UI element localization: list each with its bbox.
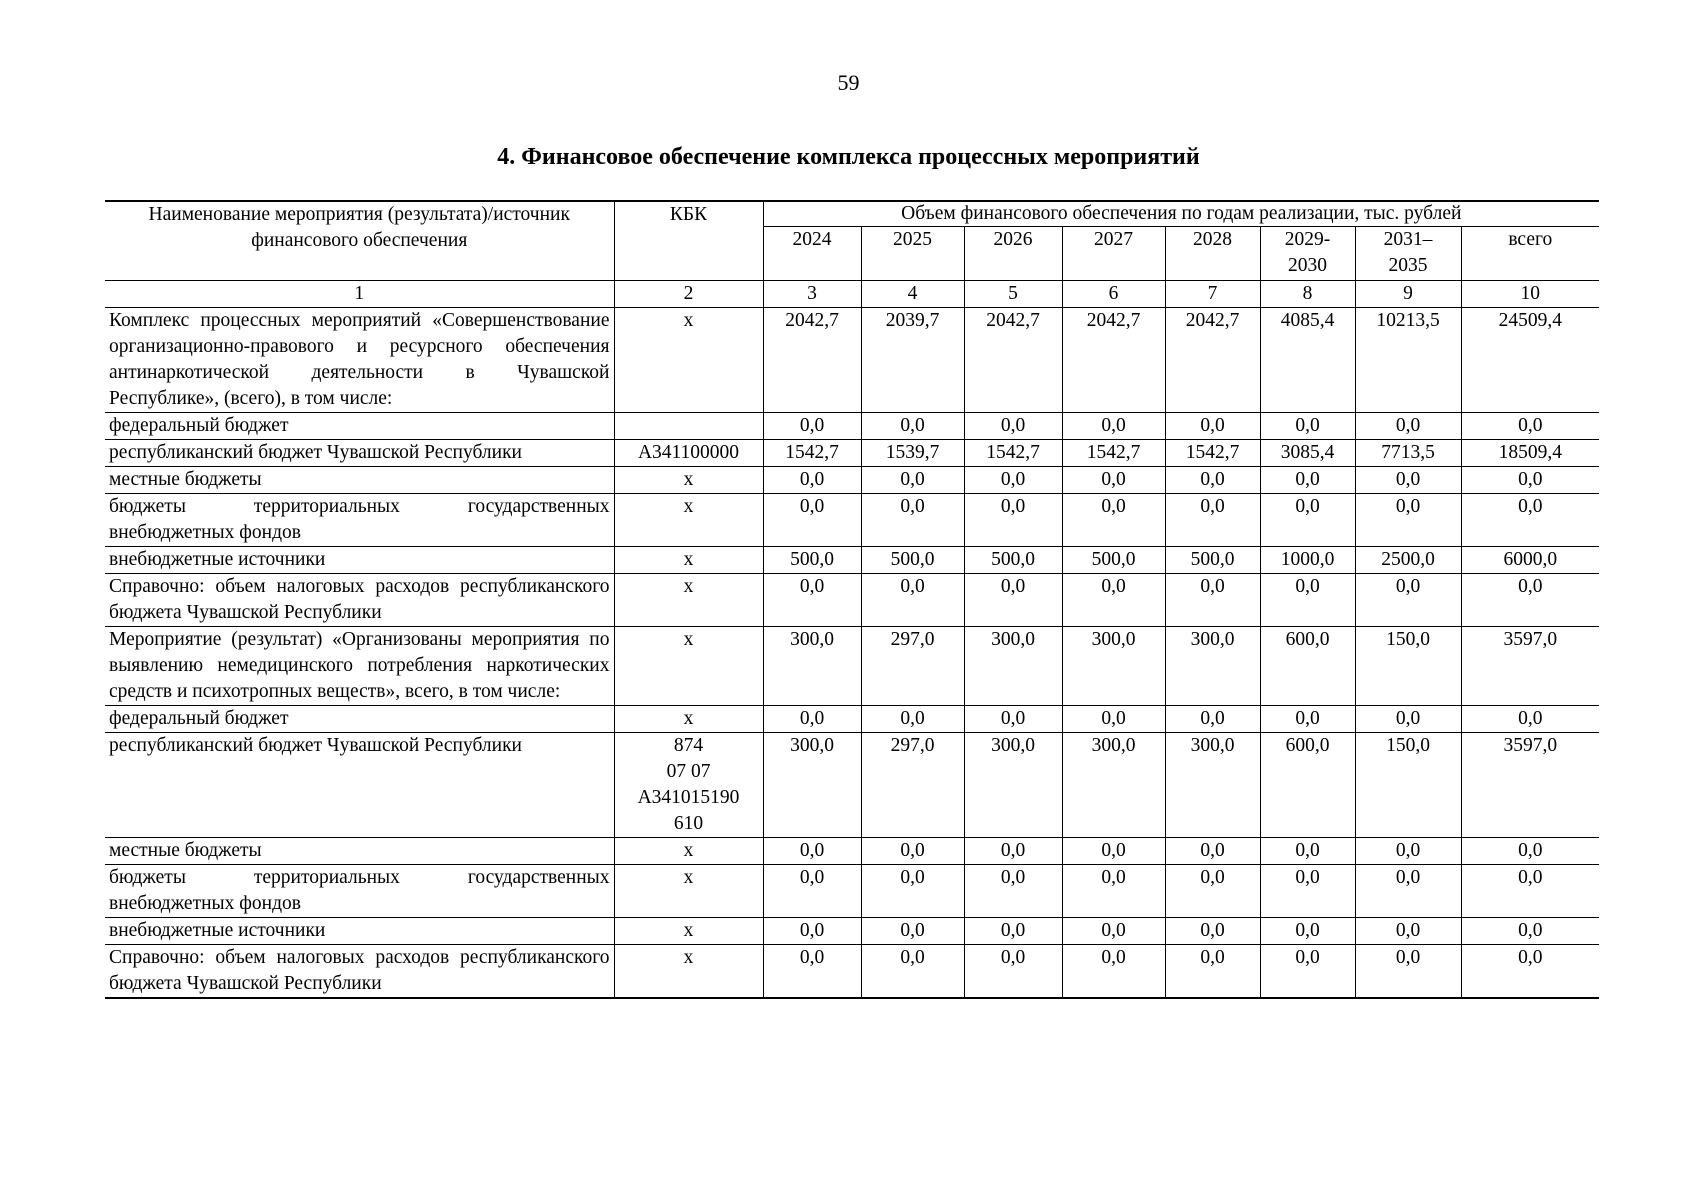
row-name: внебюджетные источники	[105, 918, 614, 945]
row-kbk: x	[614, 467, 763, 494]
row-value: 0,0	[1062, 413, 1165, 440]
row-value: 300,0	[964, 627, 1062, 706]
row-value: 0,0	[964, 706, 1062, 733]
row-value: 1542,7	[1165, 440, 1260, 467]
row-kbk: А341100000	[614, 440, 763, 467]
kbk-line: 874	[673, 735, 704, 756]
kbk-line: 610	[673, 813, 704, 834]
row-value: 300,0	[1165, 627, 1260, 706]
row-kbk: x	[614, 494, 763, 547]
col-number: 1	[105, 281, 614, 308]
row-name: бюджеты территориальных государственных внебюджетных фондов	[105, 494, 614, 547]
row-value: 0,0	[1165, 574, 1260, 627]
row-value: 0,0	[1461, 413, 1599, 440]
page-number: 59	[837, 70, 860, 95]
column-numbers-row	[105, 281, 1599, 308]
row-value: 0,0	[1062, 865, 1165, 918]
row-name: республиканский бюджет Чувашской Республики	[105, 733, 614, 838]
kbk-line: 07 07	[666, 761, 711, 782]
kbk-line: А341015190	[637, 787, 740, 808]
row-value: 0,0	[1165, 706, 1260, 733]
financing-table	[105, 200, 1599, 999]
row-kbk	[614, 733, 763, 838]
row-name: республиканский бюджет Чувашской Республики	[105, 440, 614, 467]
section-title: 4. Финансовое обеспечение комплекса процессных мероприятий	[497, 144, 1200, 170]
row-value: 3085,4	[1260, 440, 1355, 467]
col-number: 2	[614, 281, 763, 308]
row-name: Мероприятие (результат) «Организованы мероприятия по выявлению немедицинского потребления наркотических средств и психотропных веществ», всего, в том числе:	[105, 627, 614, 706]
row-value: 1542,7	[1062, 440, 1165, 467]
row-kbk: x	[614, 865, 763, 918]
row-value: 0,0	[1461, 706, 1599, 733]
row-value: 150,0	[1355, 627, 1461, 706]
row-value: 0,0	[861, 574, 964, 627]
row-value: 0,0	[1062, 838, 1165, 865]
row-value: 2042,7	[964, 308, 1062, 413]
row-value: 24509,4	[1461, 308, 1599, 413]
row-value: 4085,4	[1260, 308, 1355, 413]
row-kbk: x	[614, 308, 763, 413]
row-value: 0,0	[1260, 494, 1355, 547]
table-row	[105, 733, 1599, 838]
row-value: 0,0	[1165, 413, 1260, 440]
row-value: 2042,7	[1062, 308, 1165, 413]
row-value: 600,0	[1260, 627, 1355, 706]
row-value: 0,0	[1355, 945, 1461, 999]
row-value: 0,0	[1461, 865, 1599, 918]
row-value: 0,0	[1165, 838, 1260, 865]
col-number: 10	[1461, 281, 1599, 308]
row-value: 0,0	[964, 838, 1062, 865]
row-value: 0,0	[1355, 413, 1461, 440]
row-name: местные бюджеты	[105, 467, 614, 494]
row-value: 600,0	[1260, 733, 1355, 838]
row-value: 300,0	[1165, 733, 1260, 838]
row-value: 0,0	[861, 467, 964, 494]
row-value: 3597,0	[1461, 733, 1599, 838]
table-row	[105, 547, 1599, 574]
row-value: 297,0	[861, 627, 964, 706]
row-value: 0,0	[861, 865, 964, 918]
header-volume-group: Объем финансового обеспечения по годам реализации, тыс. рублей	[763, 201, 1599, 227]
header-year: 2028	[1165, 227, 1260, 281]
row-value: 7713,5	[1355, 440, 1461, 467]
table-row	[105, 440, 1599, 467]
row-value: 0,0	[1355, 865, 1461, 918]
row-value: 2500,0	[1355, 547, 1461, 574]
row-kbk: x	[614, 706, 763, 733]
table-row	[105, 706, 1599, 733]
table-row	[105, 467, 1599, 494]
header-kbk-column: КБК	[614, 201, 763, 281]
row-value: 0,0	[1165, 494, 1260, 547]
row-kbk: x	[614, 627, 763, 706]
row-value: 0,0	[1062, 945, 1165, 999]
row-value: 0,0	[1062, 467, 1165, 494]
header-year: 2031–2035	[1355, 227, 1461, 281]
row-value: 0,0	[861, 706, 964, 733]
row-value: 0,0	[1260, 865, 1355, 918]
row-value: 500,0	[964, 547, 1062, 574]
row-name: федеральный бюджет	[105, 413, 614, 440]
table-row	[105, 494, 1599, 547]
row-value: 0,0	[1062, 706, 1165, 733]
col-number: 7	[1165, 281, 1260, 308]
row-name: местные бюджеты	[105, 838, 614, 865]
row-value: 300,0	[763, 627, 861, 706]
row-name: Комплекс процессных мероприятий «Совершенствование организационно-правового и ресурсного обеспечения антинаркотической деятельности в Чувашской Республике», (всего), в том числе:	[105, 308, 614, 413]
header-name-column: Наименование мероприятия (результата)/источник финансового обеспечения	[105, 201, 614, 281]
table-row	[105, 918, 1599, 945]
row-kbk: x	[614, 574, 763, 627]
row-value: 0,0	[964, 413, 1062, 440]
row-value: 300,0	[1062, 733, 1165, 838]
row-value: 0,0	[763, 945, 861, 999]
row-kbk: x	[614, 838, 763, 865]
row-value: 0,0	[763, 413, 861, 440]
row-value: 1542,7	[964, 440, 1062, 467]
col-number: 3	[763, 281, 861, 308]
row-value: 500,0	[1165, 547, 1260, 574]
row-value: 0,0	[1062, 494, 1165, 547]
row-value: 0,0	[763, 865, 861, 918]
row-value: 0,0	[964, 574, 1062, 627]
row-value: 0,0	[1461, 945, 1599, 999]
row-value: 0,0	[1260, 918, 1355, 945]
row-value: 0,0	[763, 918, 861, 945]
row-kbk: x	[614, 945, 763, 999]
row-value: 150,0	[1355, 733, 1461, 838]
row-value: 6000,0	[1461, 547, 1599, 574]
row-value: 300,0	[1062, 627, 1165, 706]
row-value: 0,0	[1260, 467, 1355, 494]
col-number: 8	[1260, 281, 1355, 308]
row-value: 0,0	[861, 838, 964, 865]
row-value: 0,0	[1355, 467, 1461, 494]
row-value: 0,0	[763, 467, 861, 494]
row-value: 0,0	[1461, 838, 1599, 865]
row-value: 0,0	[1355, 838, 1461, 865]
row-value: 2042,7	[1165, 308, 1260, 413]
row-value: 0,0	[763, 494, 861, 547]
header-year: 2029-2030	[1260, 227, 1355, 281]
row-value: 0,0	[964, 865, 1062, 918]
table-row	[105, 627, 1599, 706]
table-row	[105, 413, 1599, 440]
row-value: 0,0	[861, 945, 964, 999]
row-value: 0,0	[861, 413, 964, 440]
row-value: 0,0	[763, 838, 861, 865]
row-value: 2039,7	[861, 308, 964, 413]
row-value: 0,0	[1355, 574, 1461, 627]
row-value: 0,0	[964, 945, 1062, 999]
row-value: 0,0	[1260, 838, 1355, 865]
col-number: 9	[1355, 281, 1461, 308]
row-value: 1000,0	[1260, 547, 1355, 574]
row-value: 10213,5	[1355, 308, 1461, 413]
row-value: 0,0	[1062, 918, 1165, 945]
row-name: Справочно: объем налоговых расходов республиканского бюджета Чувашской Республики	[105, 945, 614, 999]
row-value: 0,0	[1165, 918, 1260, 945]
header-year: 2025	[861, 227, 964, 281]
row-value: 0,0	[1260, 413, 1355, 440]
row-value: 2042,7	[763, 308, 861, 413]
row-name: Справочно: объем налоговых расходов республиканского бюджета Чувашской Республики	[105, 574, 614, 627]
row-name: внебюджетные источники	[105, 547, 614, 574]
header-year: 2027	[1062, 227, 1165, 281]
col-number: 6	[1062, 281, 1165, 308]
row-value: 0,0	[964, 918, 1062, 945]
row-value: 500,0	[861, 547, 964, 574]
table-row	[105, 574, 1599, 627]
row-value: 0,0	[1461, 574, 1599, 627]
row-value: 0,0	[1165, 945, 1260, 999]
row-kbk	[614, 413, 763, 440]
row-value: 1542,7	[763, 440, 861, 467]
row-value: 297,0	[861, 733, 964, 838]
table-row	[105, 945, 1599, 999]
row-value: 0,0	[1165, 467, 1260, 494]
col-number: 5	[964, 281, 1062, 308]
row-value: 300,0	[763, 733, 861, 838]
row-name: федеральный бюджет	[105, 706, 614, 733]
row-value: 0,0	[1260, 574, 1355, 627]
row-value: 0,0	[1355, 706, 1461, 733]
row-value: 300,0	[964, 733, 1062, 838]
header-year: 2026	[964, 227, 1062, 281]
row-value: 3597,0	[1461, 627, 1599, 706]
row-value: 0,0	[763, 574, 861, 627]
row-value: 0,0	[1461, 494, 1599, 547]
row-value: 0,0	[763, 706, 861, 733]
row-value: 0,0	[861, 494, 964, 547]
header-year: 2024	[763, 227, 861, 281]
row-value: 0,0	[1165, 865, 1260, 918]
table-row	[105, 308, 1599, 413]
header-year: всего	[1461, 227, 1599, 281]
row-kbk: x	[614, 918, 763, 945]
row-kbk: x	[614, 547, 763, 574]
row-value: 0,0	[861, 918, 964, 945]
row-name: бюджеты территориальных государственных внебюджетных фондов	[105, 865, 614, 918]
row-value: 0,0	[1062, 574, 1165, 627]
row-value: 0,0	[964, 494, 1062, 547]
header-row	[105, 201, 1599, 227]
col-number: 4	[861, 281, 964, 308]
row-value: 18509,4	[1461, 440, 1599, 467]
row-value: 0,0	[1461, 467, 1599, 494]
row-value: 0,0	[1355, 494, 1461, 547]
row-value: 0,0	[1260, 945, 1355, 999]
table-row	[105, 838, 1599, 865]
table-row	[105, 865, 1599, 918]
row-value: 500,0	[1062, 547, 1165, 574]
row-value: 1539,7	[861, 440, 964, 467]
row-value: 0,0	[1461, 918, 1599, 945]
row-value: 0,0	[1355, 918, 1461, 945]
row-value: 500,0	[763, 547, 861, 574]
row-value: 0,0	[1260, 706, 1355, 733]
row-value: 0,0	[964, 467, 1062, 494]
